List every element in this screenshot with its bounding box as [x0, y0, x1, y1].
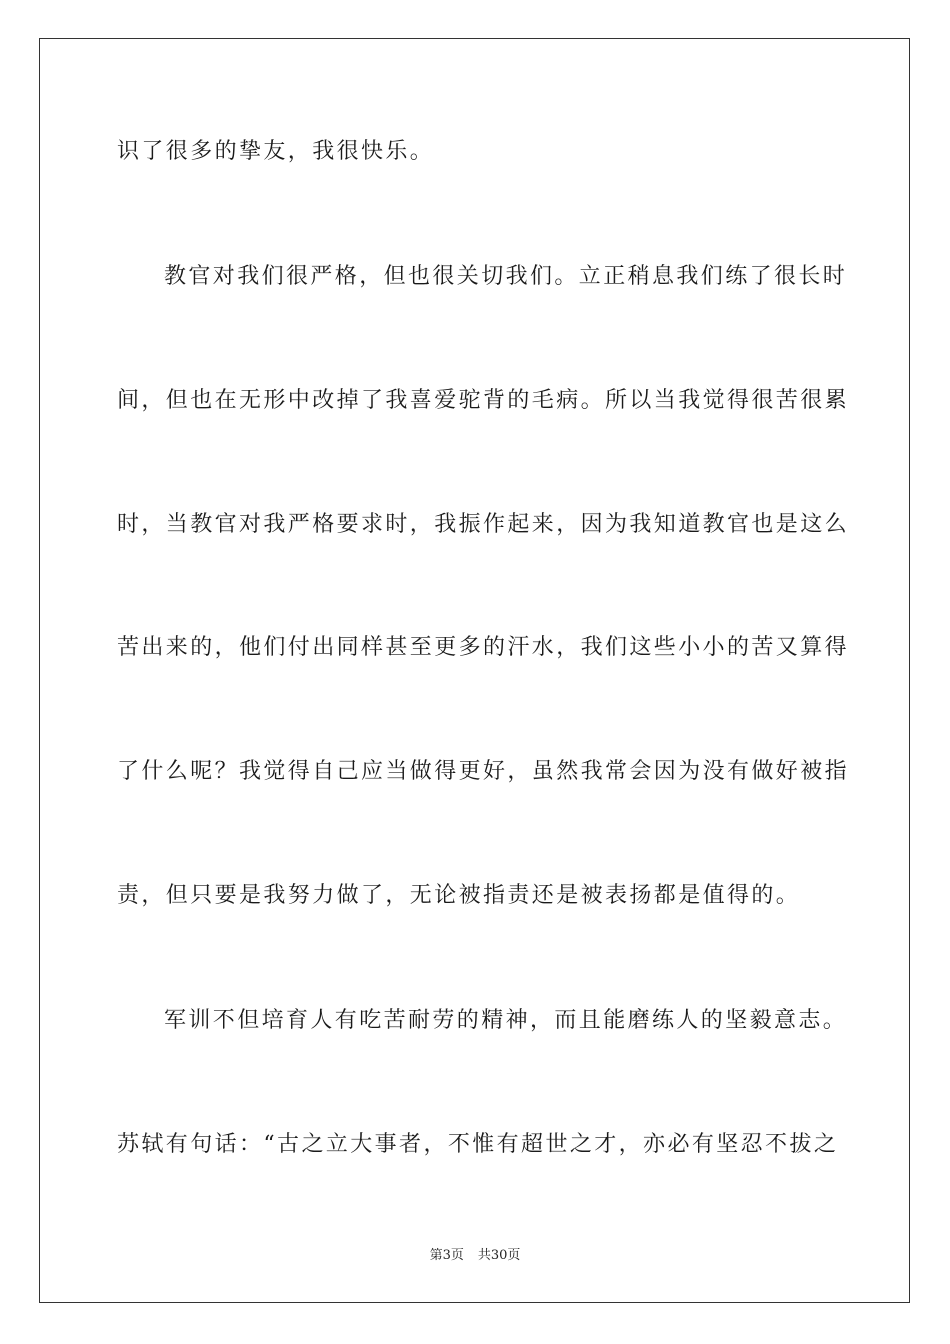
paragraph-line: 苦出来的，他们付出同样甚至更多的汗水，我们这些小小的苦又算得 [117, 635, 850, 660]
paragraph-line: 时，当教官对我严格要求时，我振作起来，因为我知道教官也是这么 [117, 512, 850, 537]
paragraph-line: 苏轼有句话：“古之立大事者，不惟有超世之才，亦必有坚忍不拔之 [117, 1132, 839, 1157]
paragraph-line: 军训不但培育人有吃苦耐劳的精神，而且能磨练人的坚毅意志。 [164, 1008, 848, 1033]
page-number: 第3页 [429, 1248, 464, 1263]
page-border [39, 38, 910, 1303]
page-total: 共30页 [477, 1248, 521, 1263]
paragraph-line: 责，但只要是我努力做了，无论被指责还是被表扬都是值得的。 [117, 883, 801, 908]
paragraph-line: 教官对我们很严格，但也很关切我们。立正稍息我们练了很长时 [164, 264, 848, 289]
paragraph-line: 识了很多的挚友，我很快乐。 [117, 139, 435, 164]
paragraph-line: 间，但也在无形中改掉了我喜爱驼背的毛病。所以当我觉得很苦很累 [117, 388, 850, 413]
paragraph-line: 了什么呢？我觉得自己应当做得更好，虽然我常会因为没有做好被指 [117, 759, 850, 784]
page-footer [0, 1247, 950, 1265]
